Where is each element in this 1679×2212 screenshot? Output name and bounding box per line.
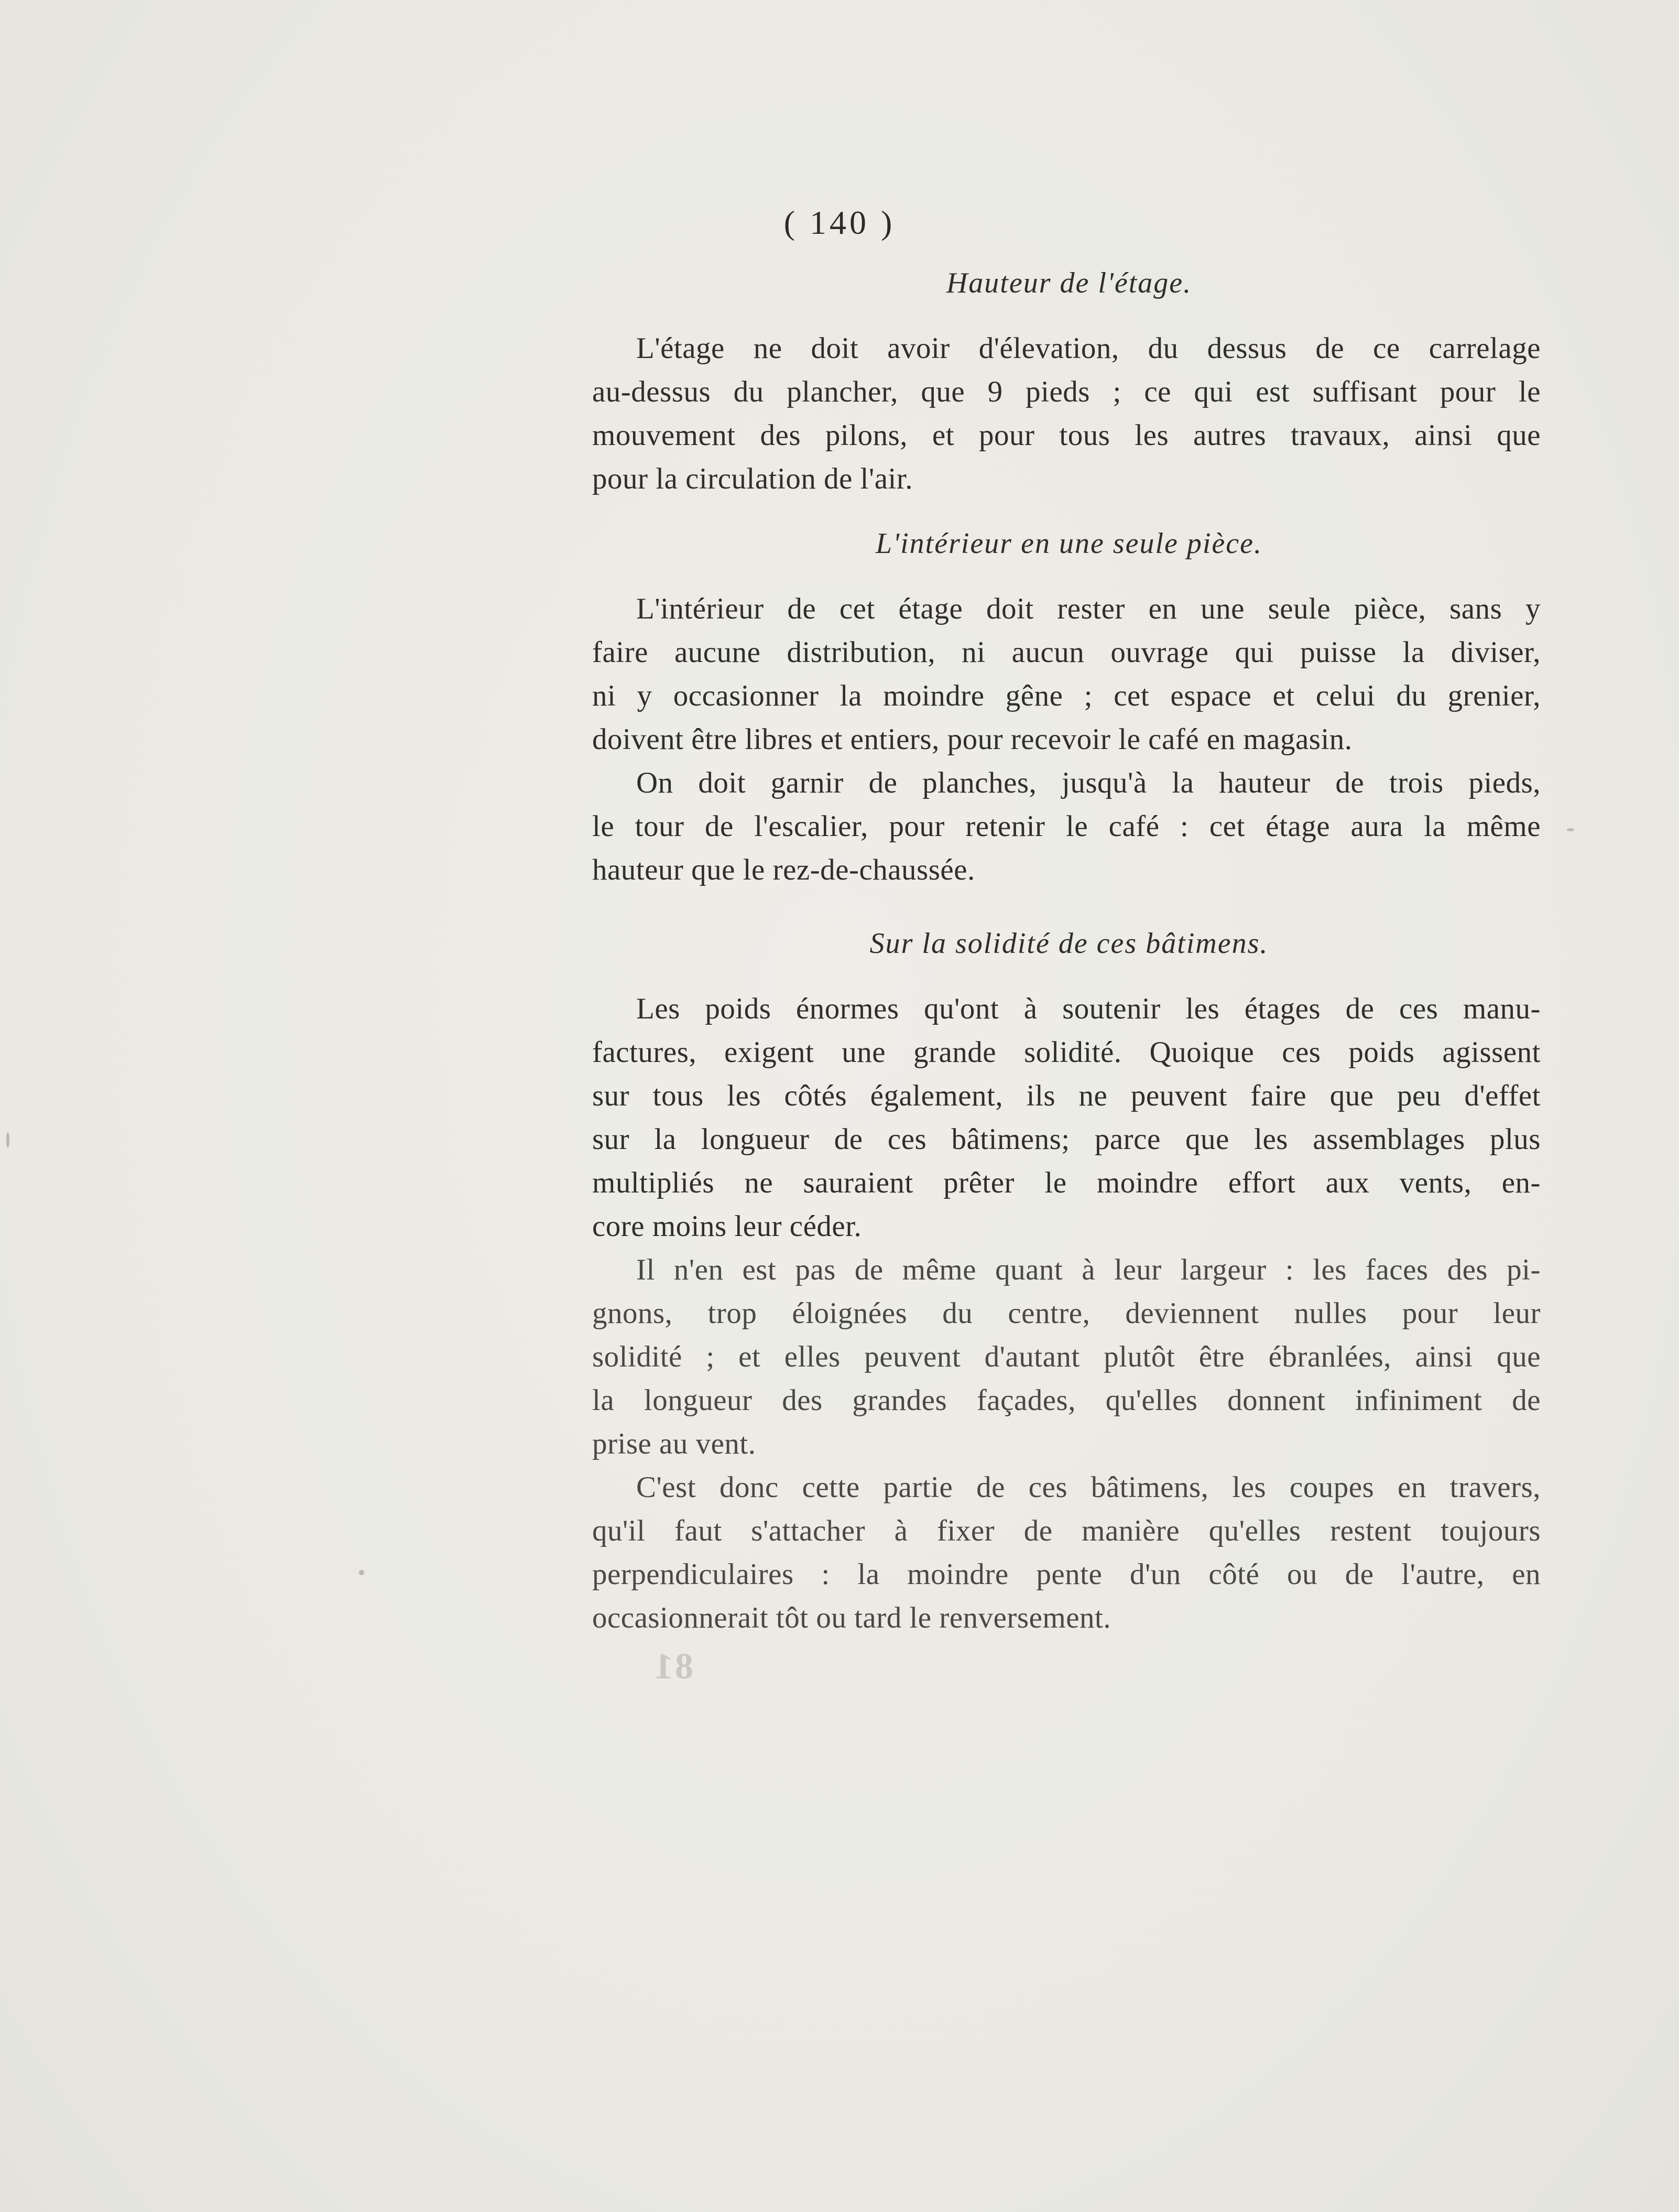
section-heading-solidite: Sur la solidité de ces bâtimens. — [869, 927, 1269, 960]
text-line: mouvement des pilons, et pour tous les autres travaux, ainsi que — [592, 419, 1541, 452]
text-line: au-dessus du plancher, que 9 pieds ; ce qui est suffisant pour le — [592, 375, 1541, 408]
text-line: le tour de l'escalier, pour retenir le café : cet étage aura la même — [592, 810, 1541, 843]
edge-speck — [6, 1132, 9, 1148]
paragraph-interieur-2 — [592, 761, 1541, 892]
text-line: Les poids énormes qu'ont à soutenir les étages de ces manu- — [636, 992, 1541, 1025]
section-heading-interieur: L'intérieur en une seule pièce. — [876, 527, 1262, 560]
text-line: sur la longueur de ces bâtimens; parce que les assemblages plus — [592, 1123, 1541, 1156]
section-heading-hauteur: Hauteur de l'étage. — [946, 267, 1192, 299]
paragraph-solidite-2 — [592, 1248, 1541, 1466]
text-line: On doit garnir de planches, jusqu'à la hauteur de trois pieds, — [636, 766, 1541, 799]
text-line: multipliés ne sauraient prêter le moindre effort aux vents, en- — [592, 1166, 1541, 1199]
edge-speck — [1567, 828, 1574, 831]
text-line: C'est donc cette partie de ces bâtimens, les coupes en travers, — [636, 1471, 1541, 1504]
edge-speck — [359, 1570, 364, 1575]
text-line: gnons, trop éloignées du centre, deviennent nulles pour leur — [592, 1297, 1541, 1330]
text-line: qu'il faut s'attacher à fixer de manière qu'elles restent toujours — [592, 1514, 1541, 1547]
text-line: pour la circulation de l'air. — [592, 462, 913, 495]
paragraph-solidite-3 — [592, 1466, 1541, 1640]
text-line: prise au vent. — [592, 1427, 756, 1460]
paragraph-interieur-1 — [592, 587, 1541, 761]
text-line: factures, exigent une grande solidité. Quoique ces poids agissent — [592, 1036, 1541, 1069]
text-line: core moins leur céder. — [592, 1210, 862, 1243]
text-line: occasionnerait tôt ou tard le renversement. — [592, 1601, 1111, 1634]
text-line: la longueur des grandes façades, qu'elles donnent infiniment de — [592, 1384, 1541, 1417]
text-line: doivent être libres et entiers, pour recevoir le café en magasin. — [592, 723, 1353, 756]
text-line: solidité ; et elles peuvent d'autant plutôt être ébranlées, ainsi que — [592, 1340, 1541, 1373]
paragraph-solidite-1 — [592, 987, 1541, 1248]
text-line: L'étage ne doit avoir d'élevation, du dessus de ce carrelage — [636, 332, 1541, 365]
text-line: L'intérieur de cet étage doit rester en une seule pièce, sans y — [636, 592, 1541, 625]
show-through-mark: 81 — [652, 1646, 693, 1687]
text-line: ni y occasionner la moindre gêne ; cet espace et celui du grenier, — [592, 679, 1541, 712]
text-line: Il n'en est pas de même quant à leur largeur : les faces des pi- — [636, 1253, 1541, 1286]
text-line: hauteur que le rez-de-chaussée. — [592, 853, 975, 886]
paragraph-hauteur — [592, 327, 1541, 501]
text-line: faire aucune distribution, ni aucun ouvrage qui puisse la diviser, — [592, 636, 1541, 669]
text-line: perpendiculaires : la moindre pente d'un côté ou de l'autre, en — [592, 1558, 1541, 1591]
page-number: ( 140 ) — [783, 204, 896, 241]
text-line: sur tous les côtés également, ils ne peuvent faire que peu d'effet — [592, 1079, 1541, 1112]
